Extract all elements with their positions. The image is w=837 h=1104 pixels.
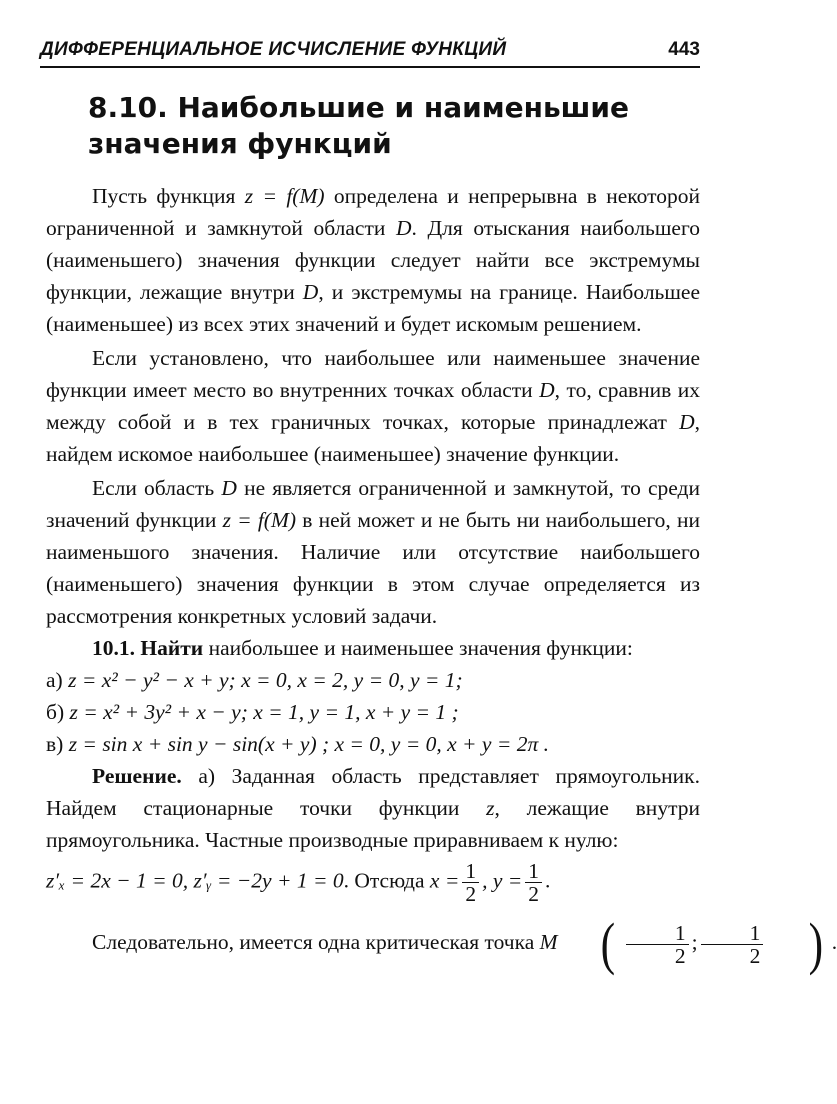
item-b-label: б) (46, 700, 65, 724)
problem-item-c (46, 728, 700, 760)
solution-equations (46, 860, 700, 905)
x-equals: x = (429, 868, 460, 893)
p3-text-3: в ней может и не быть ни наибольшего, ни наименьшого значения. Наличие или отсутствие наибольшего (наименьшего) значения функции в этом случае определяется из рассмотрения конкретных условий задачи. (46, 508, 701, 628)
page-number: 443 (668, 39, 700, 60)
solution-z: z (486, 796, 495, 820)
x-frac-den: 2 (465, 882, 477, 906)
problem-item-a (46, 664, 700, 696)
problem-text: наибольшее и наименьшее значения функции: (203, 636, 633, 660)
p2-domain-1: D (539, 378, 555, 402)
paragraph-2 (46, 342, 700, 470)
running-header (40, 36, 700, 68)
py-num: 1 (701, 922, 764, 945)
p1-domain-1: D (395, 216, 412, 240)
p2-text-2: , то, сравнив их между собой и в тех граничных точках, которые принадлежат (46, 378, 700, 434)
y-fraction (525, 860, 542, 905)
paragraph-3 (46, 472, 700, 632)
item-a-label: а) (46, 668, 63, 692)
problem-number: 10.1. (92, 636, 135, 660)
py-den: 2 (749, 943, 761, 968)
px-den: 2 (674, 943, 686, 968)
p1-text-3: . Для отыскания наибольшего (наименьшего) значения функции следует найти все экстремумы функции, лежащие внутри (46, 216, 700, 304)
body-text (46, 180, 837, 991)
p1-formula: z = f(M) (244, 184, 325, 208)
p1-text-4: , и экстремумы на границе. Наибольшее (наименьшее) из всех этих значений и будет искомым решением. (46, 280, 701, 336)
solution-label: Решение. (92, 764, 182, 788)
p3-formula: z = f(M) (222, 508, 297, 532)
running-title: ДИФФЕРЕНЦИАЛЬНОЕ ИСЧИСЛЕНИЕ ФУНКЦИЙ (40, 39, 507, 60)
problem-heading (46, 632, 700, 664)
item-c-label: в) (46, 732, 64, 756)
paragraph-1 (46, 180, 700, 340)
solution-text-1: а) Заданная область представляет прямоугольник. Найдем стационарные точки функции (46, 764, 700, 820)
point-frac-y (701, 922, 764, 967)
x-fraction (462, 860, 479, 905)
equations-end: . (545, 868, 551, 893)
section-title-line1: 8.10. Наибольшие и наименьшие (88, 91, 630, 124)
px-num: 1 (626, 922, 689, 945)
point-separator: ; (691, 929, 698, 954)
solution-paragraph (46, 760, 700, 856)
y-frac-num: 1 (525, 860, 542, 883)
item-c-formula: z = sin x + sin y − sin(x + y) ; x = 0, y = 0, x + y = 2π . (68, 732, 549, 756)
p3-text-1: Если область (92, 476, 222, 500)
p1-domain-2: D (302, 280, 319, 304)
p1-text-1: Пусть функция (92, 184, 245, 208)
problem-verb: Найти (135, 636, 204, 660)
conclusion-text: Следовательно, имеется одна критическая точка (92, 929, 540, 954)
derivative-equations: z′ₓ = 2x − 1 = 0, z′ᵧ = −2y + 1 = 0 (46, 868, 344, 893)
x-frac-num: 1 (462, 860, 479, 883)
problem-item-b (46, 696, 700, 728)
p3-domain-1: D (221, 476, 237, 500)
right-paren: ) (809, 911, 824, 976)
p1-text-2: определена и непрерывна в некоторой ограниченной и замкнутой области (46, 184, 700, 240)
item-a-formula: z = x² − y² − x + y; x = 0, x = 2, y = 0, y = 1; (68, 668, 463, 692)
item-b-formula: z = x² + 3y² + x − y; x = 1, y = 1, x + y = 1 ; (69, 700, 459, 724)
section-title (88, 90, 688, 162)
p3-text-2: не является ограниченной и замкнутой, то среди значений функции (46, 476, 700, 532)
critical-point-line (46, 911, 837, 976)
section-title-line2: значения функций (88, 127, 392, 160)
point-frac-x (626, 922, 689, 967)
y-frac-den: 2 (528, 882, 540, 906)
solution-text-2: , лежащие внутри прямоугольника. Частные производные приравниваем к нулю: (46, 796, 700, 852)
left-paren: ( (600, 911, 615, 976)
p2-text-3: , найдем искомое наибольшее (наименьшее) значение функции. (46, 410, 700, 466)
hence-text: . Отсюда (343, 868, 430, 893)
p2-domain-2: D (679, 410, 695, 434)
y-equals: , y = (482, 868, 523, 893)
final-dot: . (831, 929, 837, 954)
point-m: M (539, 929, 558, 954)
p2-text-1: Если установлено, что наибольшее или наименьшее значение функции имеет место во внутренних точках области (46, 346, 700, 402)
